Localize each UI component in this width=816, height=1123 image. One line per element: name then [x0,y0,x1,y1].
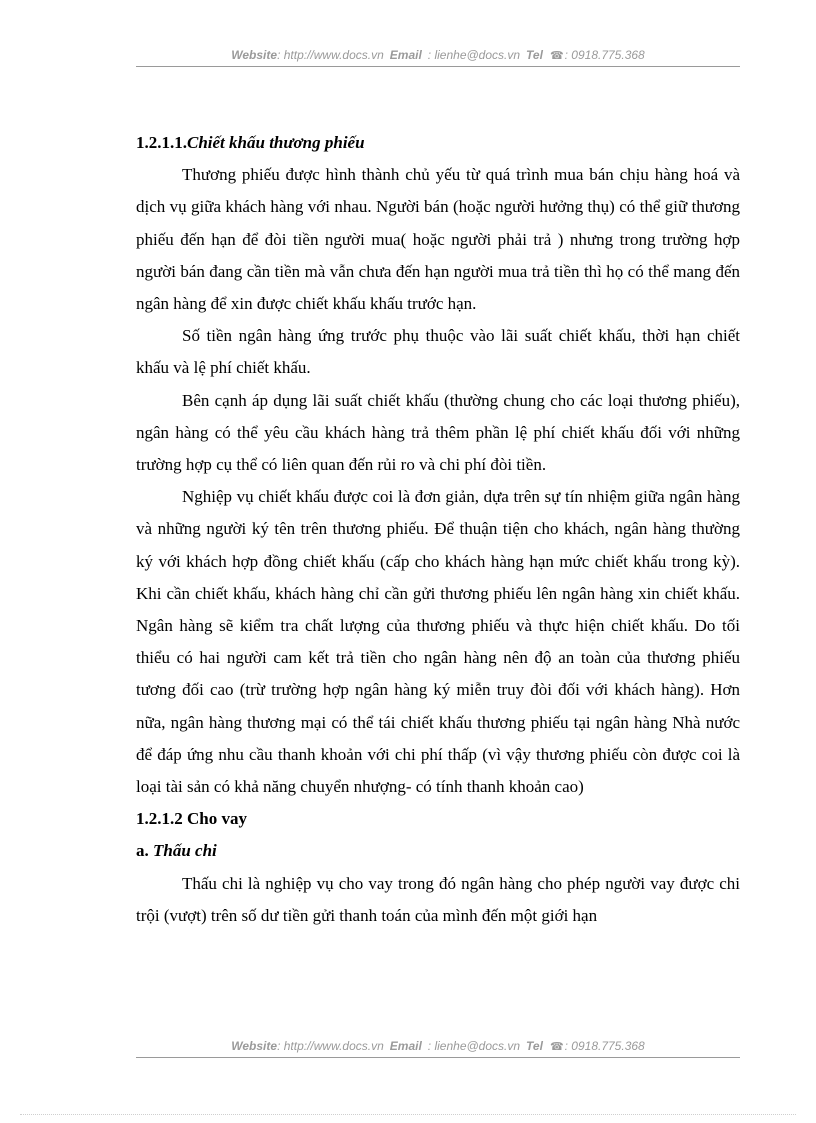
header-email-label: Email [389,48,422,62]
footer-website-value: : http://www.docs.vn [277,1039,384,1053]
phone-icon: ☎ [549,50,564,62]
page-header [136,48,740,67]
footer-tel-label: Tel [526,1039,543,1053]
header-email-value: : lienhe@docs.vn [427,48,521,62]
document-body [136,127,740,932]
footer-email-value: : lienhe@docs.vn [427,1039,521,1053]
subsection-letter: a. [136,841,149,861]
subsection-heading-a [136,835,740,867]
page-edge-divider [20,1114,796,1115]
paragraph-3: Bên cạnh áp dụng lãi suất chiết khấu (thường chung cho các loại thương phiếu), ngân hàng có thể yêu cầu khách hàng trả thêm phần lệ phí chiết khấu đối với những trường hợp cụ thể có liên quan đến rủi ro và chi phí đòi tiền. [136,390,740,475]
paragraph-5: Thấu chi là nghiệp vụ cho vay trong đó ngân hàng cho phép người vay được chi trội (vượt) trên số dư tiền gửi thanh toán của mình đến một giới hạn [136,873,740,925]
heading-number: 1.2.1.1. [136,133,187,152]
paragraph-2: Số tiền ngân hàng ứng trước phụ thuộc vào lãi suất chiết khấu, thời hạn chiết khấu và lệ phí chiết khấu. [136,326,740,378]
phone-icon: ☎ [549,1041,564,1053]
header-website-value: : http://www.docs.vn [277,48,384,62]
header-website-label: Website [231,48,278,62]
footer-website-label: Website [231,1039,278,1053]
heading-title: Chiết khấu thương phiếu [187,133,365,152]
section-heading-1-2-1-2: 1.2.1.2 Cho vay [136,809,247,829]
section-heading-1-2-1-1 [136,127,740,159]
header-tel-label: Tel [526,48,543,62]
footer-tel-value: : 0918.775.368 [564,1039,645,1053]
footer-email-label: Email [389,1039,422,1053]
paragraph-1: Thương phiếu được hình thành chủ yếu từ quá trình mua bán chịu hàng hoá và dịch vụ giữa khách hàng với nhau. Người bán (hoặc người hưởng thụ) có thể giữ thương phiếu đến hạn để đòi tiền người mua( hoặc người phải trả ) nhưng trong trường hợp người bán đang cần tiền mà vẫn chưa đến hạn người mua trả tiền thì họ có thể mang đến ngân hàng để xin được chiết khấu khấu trước hạn. [136,165,740,314]
subsection-title: Thấu chi [153,841,217,861]
paragraph-4: Nghiệp vụ chiết khấu được coi là đơn giản, dựa trên sự tín nhiệm giữa ngân hàng và những người ký tên trên thương phiếu. Để thuận tiện cho khách, ngân hàng thường ký với khách hợp đồng chiết khấu (cấp cho khách hàng hạn mức chiết khấu trong kỳ). Khi cần chiết khấu, khách hàng chỉ cần gửi thương phiếu lên ngân hàng xin chiết khấu. Ngân hàng sẽ kiểm tra chất lượng của thương phiếu và thực hiện chiết khấu. Do tối thiểu có hai người cam kết trả tiền cho ngân hàng nên độ an toàn của thương phiếu tương đối cao (trừ trường hợp ngân hàng ký miễn truy đòi đối với khách hàng). Hơn nữa, ngân hàng thương mại có thể tái chiết khấu thương phiếu tại ngân hàng Nhà nước để đáp ứng nhu cầu thanh khoản với chi phí thấp (vì vậy thương phiếu còn được coi là loại tài sản có khả năng chuyển nhượng- có tính thanh khoản cao) [136,487,740,797]
page-footer [136,1039,740,1058]
header-tel-value: : 0918.775.368 [564,48,645,62]
